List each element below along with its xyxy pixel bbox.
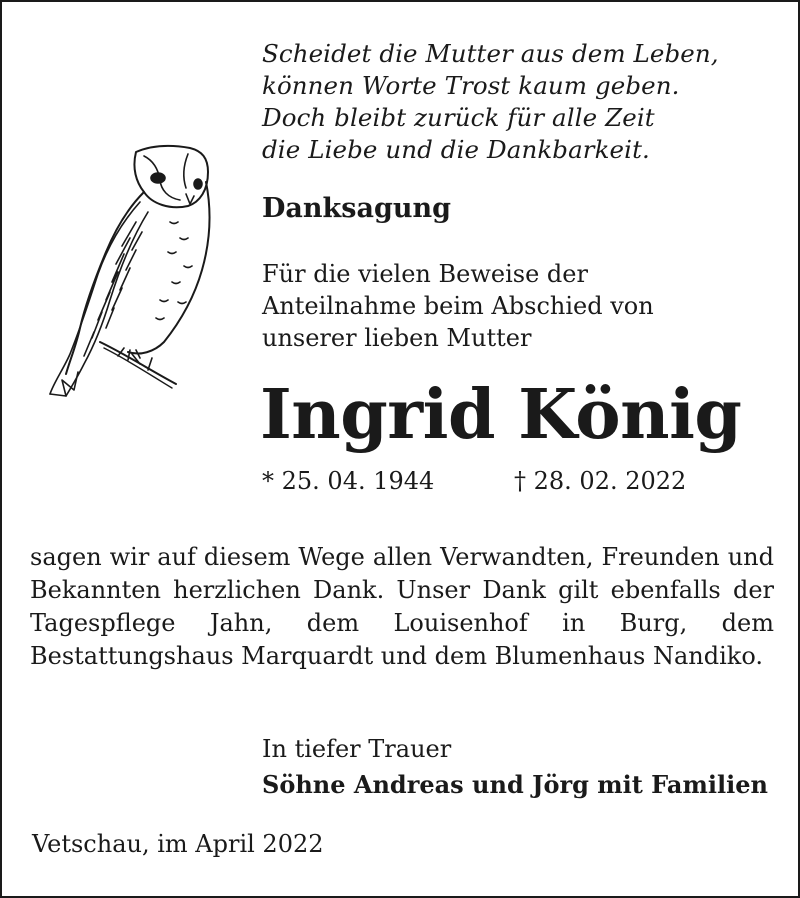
intro-line: unserer lieben Mutter	[262, 324, 532, 352]
intro-line: Anteilnahme beim Abschied von	[262, 292, 654, 320]
poem	[262, 38, 719, 166]
closing-line: In tiefer Trauer	[262, 735, 452, 763]
birth-date: * 25. 04. 1944	[262, 467, 435, 495]
poem-line: Scheidet die Mutter aus dem Leben,	[262, 39, 719, 68]
intro-text	[262, 258, 654, 354]
poem-line: Doch bleibt zurück für alle Zeit	[262, 103, 655, 132]
poem-line: können Worte Trost kaum geben.	[262, 71, 680, 100]
place-date: Vetschau, im April 2022	[32, 830, 324, 858]
deceased-name: Ingrid König	[260, 375, 742, 455]
signers: Söhne Andreas und Jörg mit Familien	[262, 770, 768, 799]
death-date: † 28. 02. 2022	[514, 467, 687, 495]
heading: Danksagung	[262, 193, 451, 224]
thanks-text: sagen wir auf diesem Wege allen Verwandten, Freunden und Bekannten herzlichen Dank. Unser Dank gilt ebenfalls der Tagespflege Jahn, dem Louisenhof in Burg, dem Bestattungshaus Marquardt und dem Blumenhaus Nandiko.	[30, 543, 774, 670]
poem-line: die Liebe und die Dankbarkeit.	[262, 135, 650, 164]
intro-line: Für die vielen Beweise der	[262, 260, 588, 288]
owl-icon	[40, 142, 220, 402]
